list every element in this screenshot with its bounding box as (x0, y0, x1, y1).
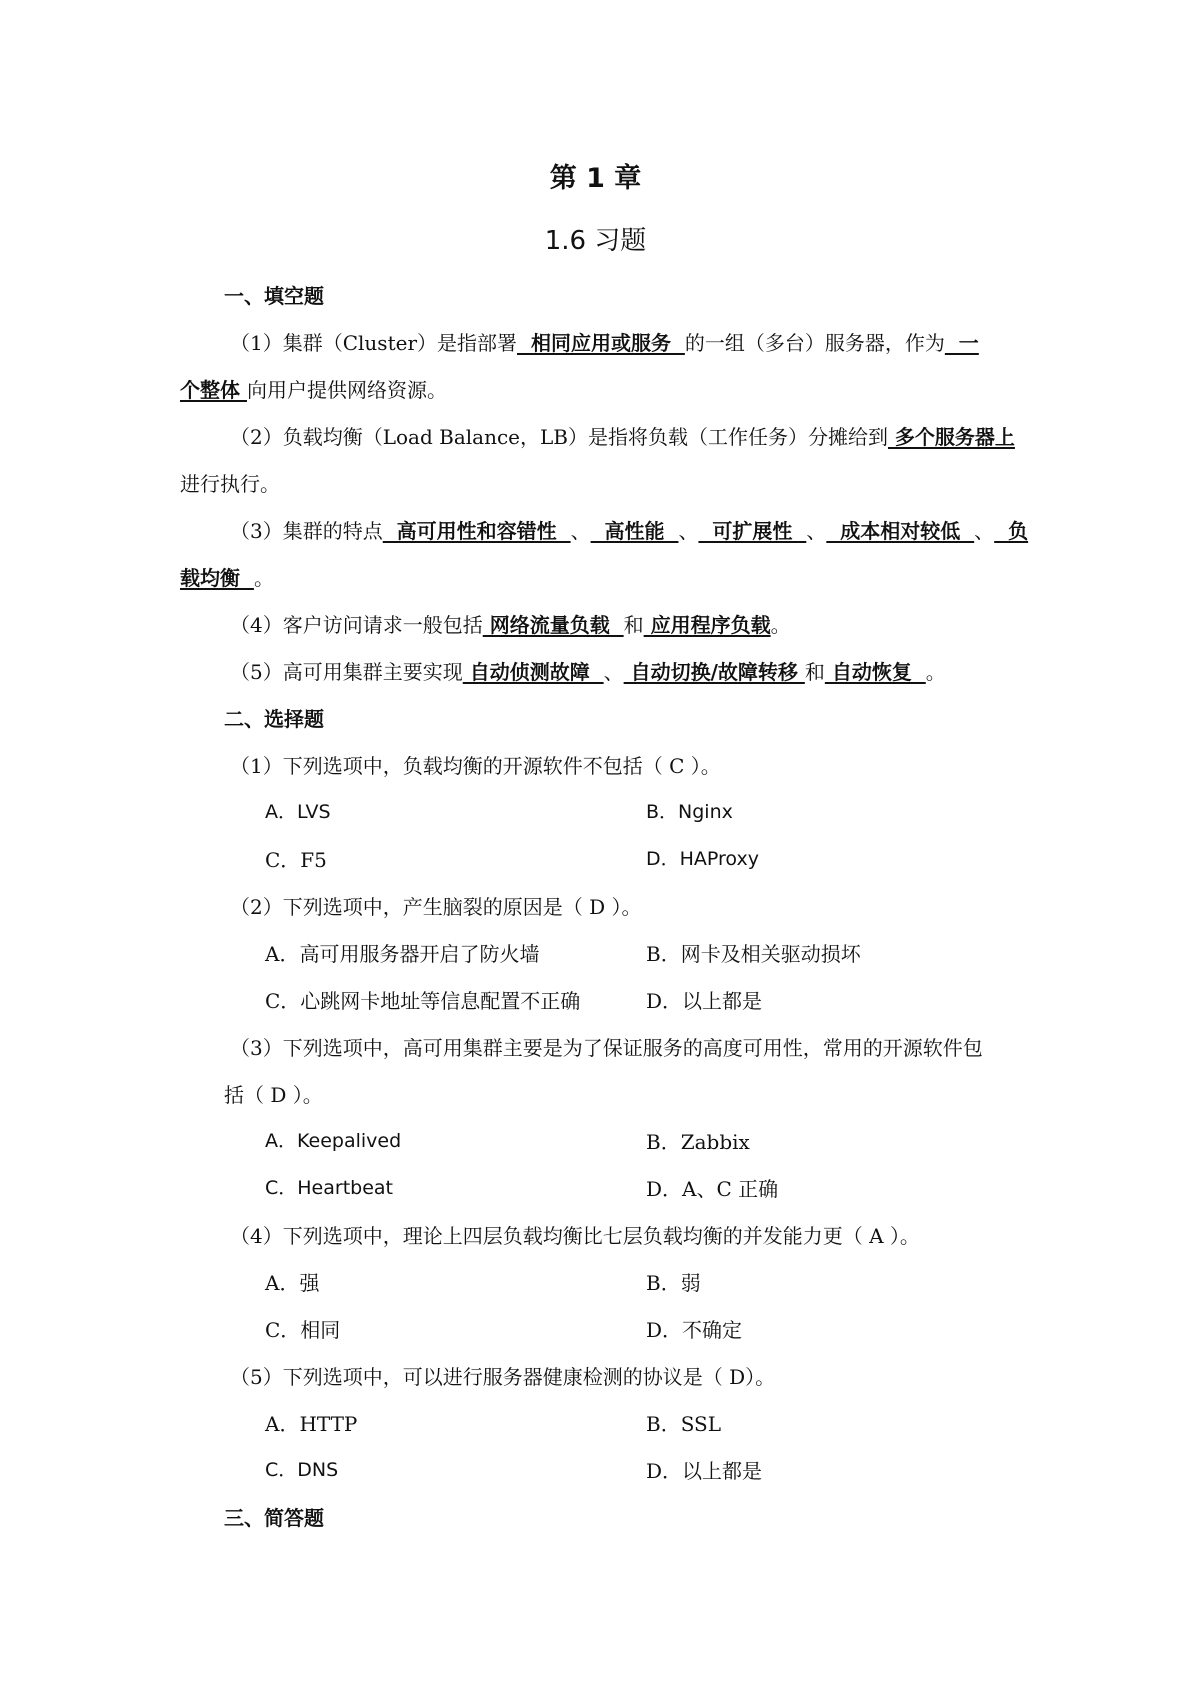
choice-q5-option-a: A．HTTP (265, 1412, 358, 1436)
fill-q1-answer1: 相同应用或服务 (517, 331, 685, 355)
choice-q3-option-b: B．Zabbix (646, 1130, 750, 1154)
choice-q3-option-d: D．A、C 正确 (646, 1177, 779, 1201)
choice-q4-option-b: B．弱 (646, 1271, 701, 1295)
fill-q2-prefix: （2）负载均衡（Load Balance，LB）是指将负载（工作任务）分摊给到 (230, 425, 888, 449)
fill-q1-suffix: 向用户提供网络资源。 (246, 378, 447, 402)
fill-q3-answer5-part1: 负 (994, 519, 1029, 543)
fill-q3-line2 (180, 562, 274, 591)
choice-q2-option-b: B．网卡及相关驱动损坏 (646, 942, 861, 966)
fill-q4-line (230, 609, 791, 638)
fill-q5-mid: 和 (804, 660, 825, 684)
choice-q5-option-d: D．以上都是 (646, 1459, 763, 1483)
fill-q3-answer3: 可扩展性 (698, 519, 807, 543)
section-title: 1.6 习题 (544, 226, 647, 256)
fill-q5-answer2: 自动切换/故障转移 (623, 660, 805, 684)
fill-q3-answer5-part2: 载均衡 (180, 566, 254, 590)
fill-q5-answer3: 自动恢复 (824, 660, 926, 684)
choice-q1-option-a: A．LVS (265, 801, 331, 823)
fill-q1-answer2-part2: 个整体 (180, 378, 247, 402)
separator: 、 (603, 660, 624, 684)
choice-q5-stem: （5）下列选项中，可以进行服务器健康检测的协议是（ D）。 (230, 1365, 776, 1389)
fill-q1-line1 (230, 327, 979, 356)
separator: 、 (974, 519, 995, 543)
choice-q2-option-a: A．高可用服务器开启了防火墙 (265, 942, 540, 966)
choice-q1-option-c: C．F5 (265, 848, 327, 872)
fill-q2-answer: 多个服务器上 (887, 425, 1015, 449)
fill-q3-answer2: 高性能 (590, 519, 679, 543)
fill-in-heading: 一、填空题 (224, 284, 324, 308)
fill-q5-prefix: （5）高可用集群主要实现 (230, 660, 463, 684)
choice-q2-option-c: C．心跳网卡地址等信息配置不正确 (265, 989, 581, 1013)
fill-q4-answer1: 网络流量负载 (482, 613, 624, 637)
period: 。 (253, 566, 274, 590)
separator: 、 (678, 519, 699, 543)
fill-q3-line1 (230, 515, 1028, 544)
short-answer-heading: 三、简答题 (224, 1506, 324, 1530)
choice-q1-option-b: B．Nginx (646, 801, 733, 823)
period: 。 (770, 613, 791, 637)
choice-q3-option-c: C．Heartbeat (265, 1177, 393, 1199)
choice-q4-option-a: A．强 (265, 1271, 320, 1295)
period: 。 (925, 660, 946, 684)
choice-q4-option-d: D．不确定 (646, 1318, 743, 1342)
choice-q3-stem-line1: （3）下列选项中，高可用集群主要是为了保证服务的高度可用性，常用的开源软件包 (230, 1036, 983, 1060)
chapter-title: 第 1 章 (549, 163, 642, 194)
choice-q2-option-d: D．以上都是 (646, 989, 763, 1013)
fill-q3-prefix: （3）集群的特点 (230, 519, 383, 543)
choice-q3-stem-line2: 括（ D ）。 (224, 1083, 323, 1107)
fill-q5-answer1: 自动侦测故障 (462, 660, 604, 684)
choice-q5-option-c: C．DNS (265, 1459, 339, 1481)
fill-q2-line1 (230, 421, 1015, 450)
fill-q2-line2: 进行执行。 (180, 472, 280, 496)
fill-q4-mid: 和 (623, 613, 644, 637)
fill-q5-line (230, 656, 946, 685)
choice-q2-stem: （2）下列选项中，产生脑裂的原因是（ D ）。 (230, 895, 642, 919)
fill-q3-answer1: 高可用性和容错性 (382, 519, 571, 543)
fill-q1-answer2-part1: 一 (944, 331, 979, 355)
fill-q1-line2 (180, 374, 447, 403)
choice-q3-option-a: A．Keepalived (265, 1130, 402, 1152)
fill-q4-prefix: （4）客户访问请求一般包括 (230, 613, 483, 637)
choice-q5-option-b: B．SSL (646, 1412, 722, 1436)
fill-q1-mid: 的一组（多台）服务器，作为 (684, 331, 945, 355)
fill-q3-answer4: 成本相对较低 (826, 519, 975, 543)
choice-q1-stem: （1）下列选项中，负载均衡的开源软件不包括（ C ）。 (230, 754, 721, 778)
fill-q4-answer2: 应用程序负载 (643, 613, 771, 637)
choice-q1-option-d: D．HAProxy (646, 848, 759, 870)
choice-heading: 二、选择题 (224, 707, 324, 731)
choice-q4-option-c: C．相同 (265, 1318, 341, 1342)
choice-q4-stem: （4）下列选项中，理论上四层负载均衡比七层负载均衡的并发能力更（ A ）。 (230, 1224, 920, 1248)
separator: 、 (806, 519, 827, 543)
fill-q1-prefix: （1）集群（Cluster）是指部署 (230, 331, 518, 355)
separator: 、 (570, 519, 591, 543)
